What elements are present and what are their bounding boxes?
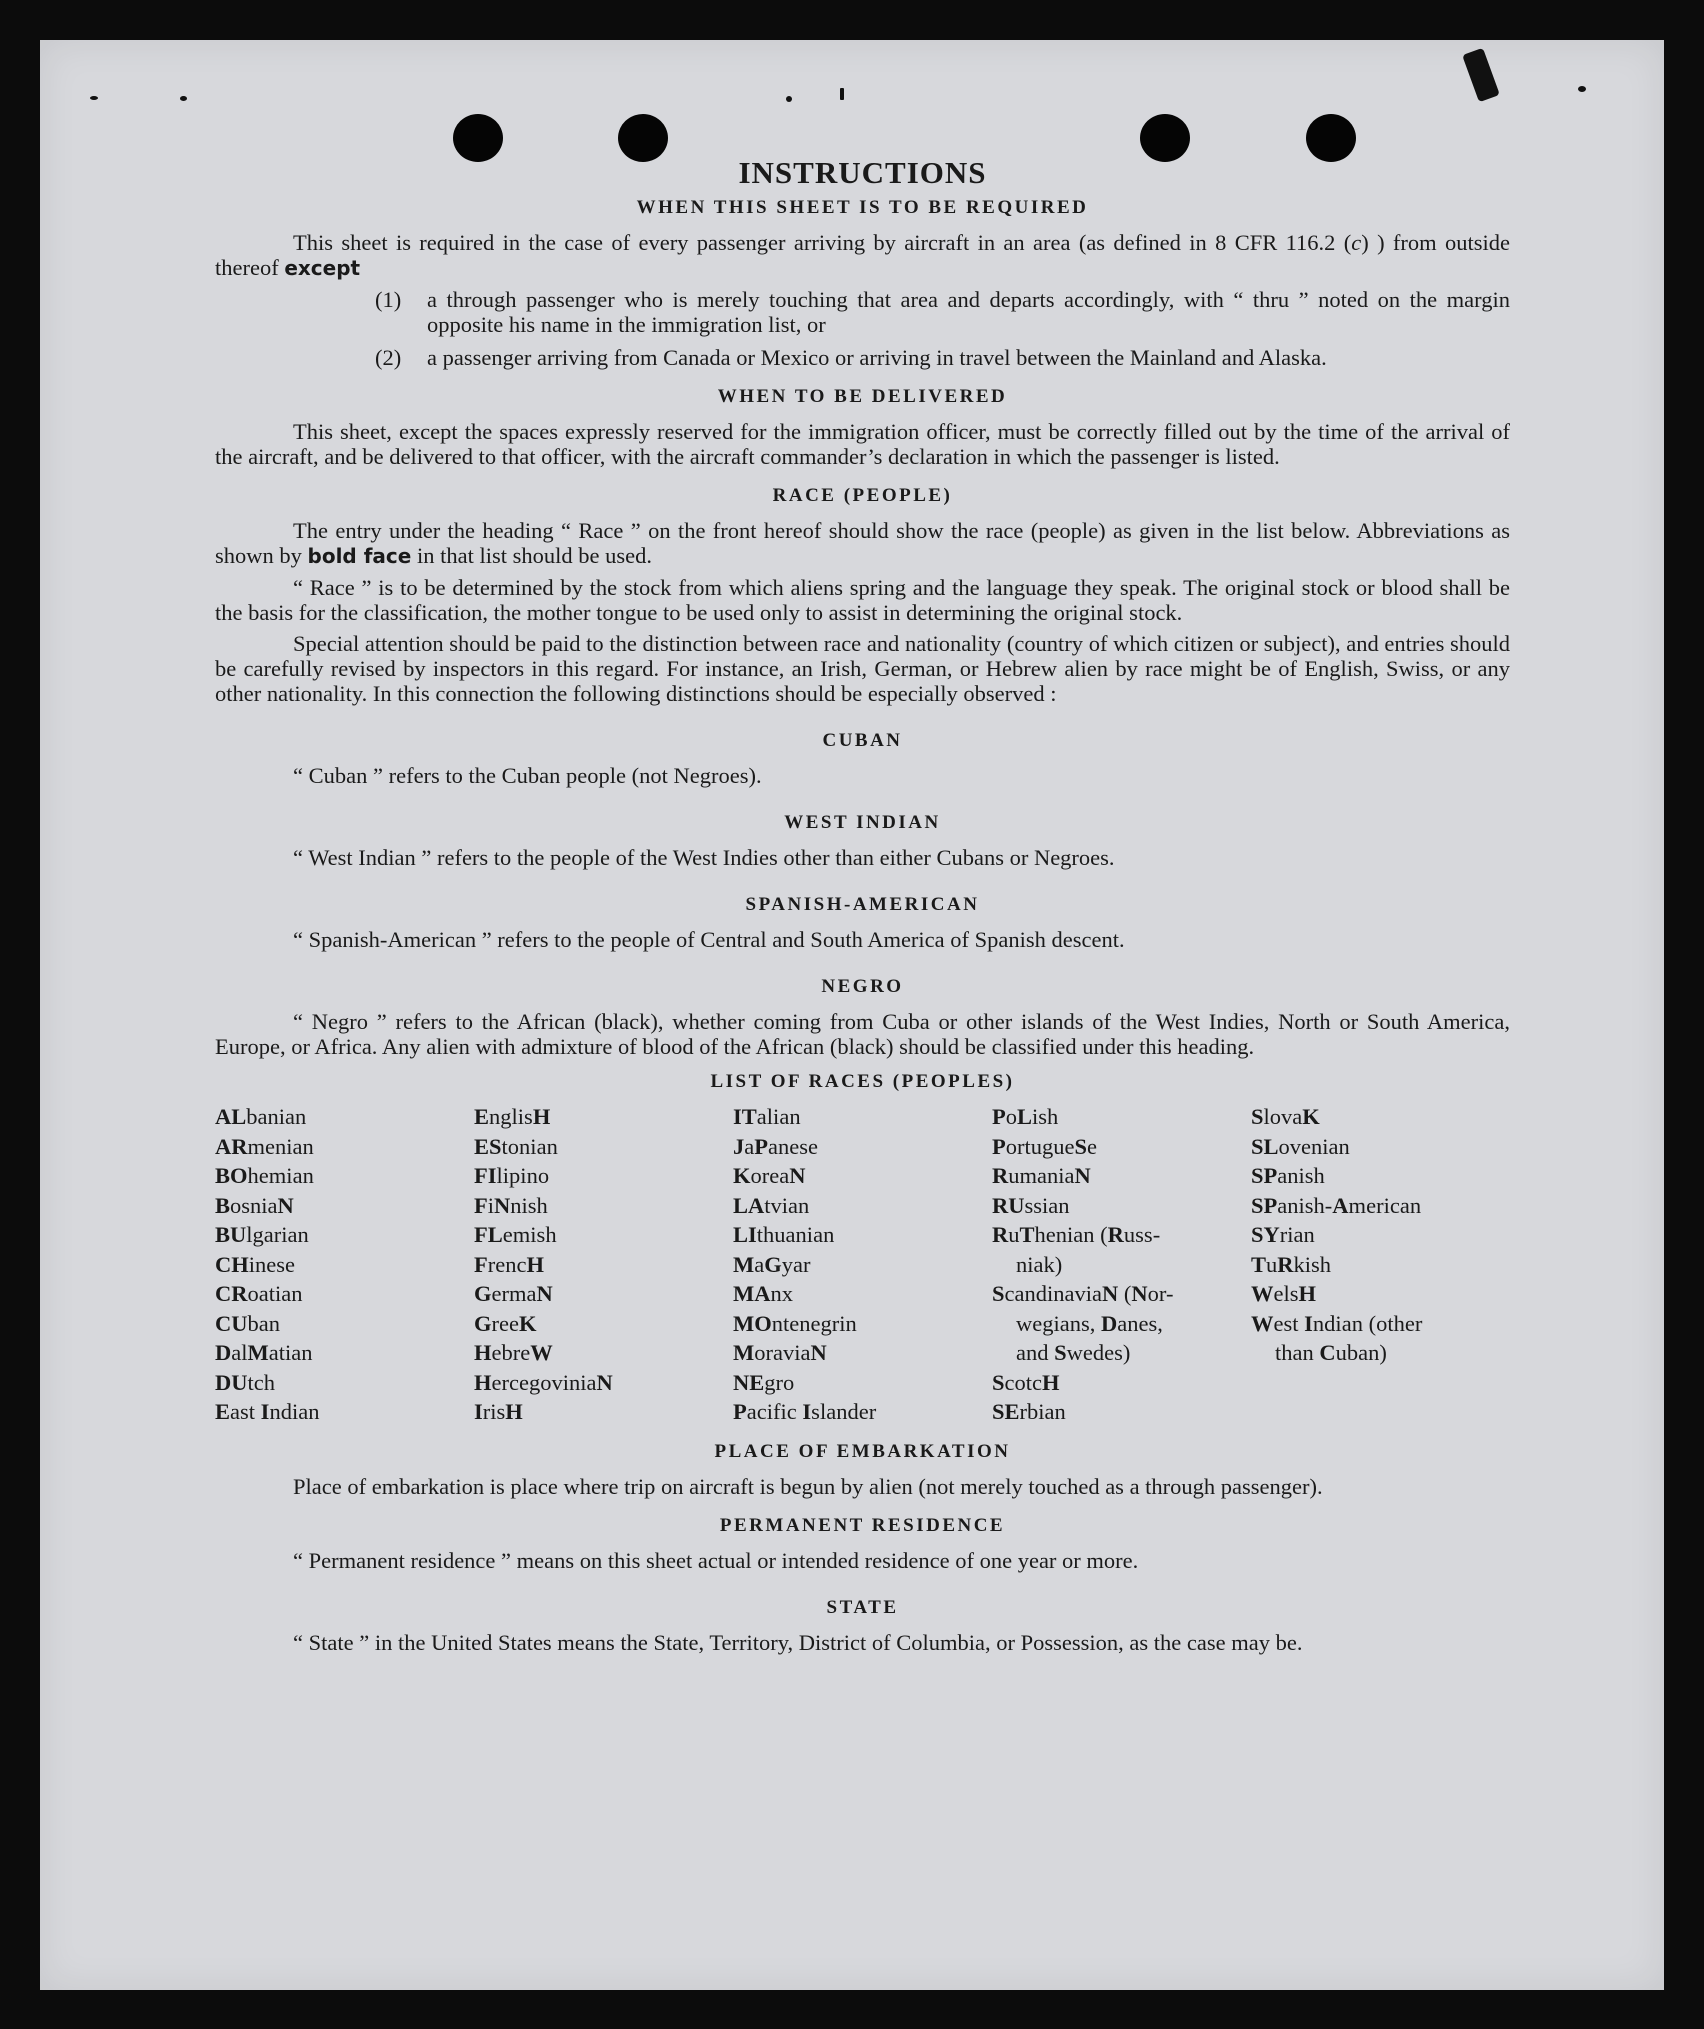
race-entry: EStonian [474, 1133, 558, 1159]
speck [180, 96, 187, 101]
races-column [215, 1102, 474, 1427]
race-entry: MOntenegrin [733, 1310, 857, 1336]
paragraph: This sheet, except the spaces expressly reserved for the immigration officer, must be correctly filled out by the time of the arrival of the aircraft, and be delivered to that officer, with the aircraft commander’s declaration in which the passenger is listed. [215, 419, 1510, 469]
race-entry: SYrian [1251, 1222, 1315, 1247]
instructions-content [215, 155, 1510, 1661]
race-entry: RUssian [992, 1192, 1070, 1218]
bold-text: bold face [307, 544, 412, 568]
race-entry: ScandinaviaN (Nor- [992, 1281, 1174, 1306]
text: This sheet is required in the case of every passenger arriving by aircraft in an area (as defined in 8 CFR 116.2 ( [293, 230, 1352, 255]
races-column [733, 1102, 992, 1427]
text: in that list should be used. [411, 543, 652, 568]
race-entry: GermaN [474, 1281, 553, 1306]
race-entry: SlovaK [1251, 1104, 1320, 1129]
race-entry: RumaniaN [992, 1163, 1091, 1188]
race-entry: MAnx [733, 1281, 793, 1306]
paragraph [215, 230, 1510, 281]
paragraph: Special attention should be paid to the distinction between race and nationality (country of which citizen or subject), and entries should be carefully revised by inspectors in this regard. For instance, an Irish, German, or Hebrew alien by race might be of English, Swiss, or any other nationality. In this connection the following distinctions should be especially observed : [215, 631, 1510, 706]
paragraph [215, 518, 1510, 569]
race-entry: LIthuanian [733, 1222, 835, 1247]
race-entry: MoraviaN [733, 1340, 827, 1365]
race-entry: GreeK [474, 1310, 537, 1336]
race-entry: CRoatian [215, 1281, 303, 1306]
race-entry: TuRkish [1251, 1251, 1332, 1277]
race-entry: wegians, Danes, [1016, 1310, 1163, 1336]
race-entry: SErbian [992, 1399, 1066, 1424]
race-entry: FLemish [474, 1222, 557, 1247]
paragraph: “ Spanish-American ” refers to the people of Central and South America of Spanish descent. [293, 927, 1125, 952]
section-heading: NEGRO [821, 976, 904, 997]
race-entry: KoreaN [733, 1163, 806, 1188]
race-entry: East Indian [215, 1399, 320, 1424]
paragraph: Place of embarkation is place where trip on aircraft is begun by alien (not merely touched as a through passenger). [293, 1473, 1323, 1499]
bold-text: except [284, 256, 361, 280]
race-entry: HercegoviniaN [474, 1369, 613, 1395]
race-entry: SPanish [1251, 1163, 1325, 1188]
race-entry: ARmenian [215, 1133, 314, 1159]
race-entry: DalMatian [215, 1340, 313, 1365]
paragraph: “ West Indian ” refers to the people of the West Indies other than either Cubans or Negroes. [293, 845, 1115, 870]
race-entry: BOhemian [215, 1163, 314, 1188]
item-text: a passenger arriving from Canada or Mexico or arriving in travel between the Mainland and Alaska. [427, 345, 1327, 370]
races-column [1251, 1102, 1510, 1427]
race-entry: and Swedes) [1016, 1340, 1131, 1365]
race-entry: BUlgarian [215, 1222, 309, 1247]
punch-hole [453, 114, 503, 162]
races-list [215, 1102, 1510, 1427]
race-entry: DUtch [215, 1369, 276, 1395]
races-column [474, 1102, 733, 1427]
section-heading: RACE (PEOPLE) [772, 485, 953, 506]
text: The entry under the heading “ Race ” on the front hereof should show the race (people) as given in the list below. Abbreviations as shown by [215, 518, 1510, 568]
race-entry: West Indian (other [1251, 1310, 1423, 1336]
section-heading: CUBAN [822, 730, 903, 751]
races-column [992, 1102, 1251, 1427]
section-heading: PLACE OF EMBARKATION [714, 1440, 1011, 1462]
race-entry: PoLish [992, 1104, 1059, 1129]
race-entry: HebreW [474, 1340, 553, 1365]
race-entry: JaPanese [733, 1133, 819, 1159]
speck [786, 96, 792, 102]
section-heading: WEST INDIAN [784, 812, 941, 833]
text: ) ) from outside thereof [215, 230, 1510, 280]
list-item [375, 287, 1510, 337]
paragraph: “ Negro ” refers to the African (black), whether coming from Cuba or other islands of the West Indies, North or South America, Europe, or Africa. Any alien with admixture of blood of the African (black) should be classified under this heading. [215, 1009, 1510, 1059]
paragraph: “ Race ” is to be determined by the stock from which aliens spring and the language they speak. The original stock or blood shall be the basis for the classification, the mother tongue to be used only to assist in determining the original stock. [215, 575, 1510, 625]
race-entry: CUban [215, 1310, 280, 1336]
section-heading: LIST OF RACES (PEOPLES) [710, 1071, 1015, 1092]
page-title: INSTRUCTIONS [738, 155, 987, 190]
race-entry: than Cuban) [1275, 1340, 1387, 1365]
speck [840, 88, 844, 100]
race-entry: CHinese [215, 1251, 296, 1277]
section-heading: PERMANENT RESIDENCE [719, 1514, 1006, 1536]
paragraph: “ Permanent residence ” means on this sheet actual or intended residence of one year or more. [293, 1547, 1139, 1573]
race-entry: SLovenian [1251, 1133, 1350, 1159]
race-entry: RuThenian (Russ- [992, 1222, 1161, 1247]
race-entry: ALbanian [215, 1104, 307, 1129]
section-heading: STATE [826, 1596, 899, 1618]
section-heading: WHEN THIS SHEET IS TO BE REQUIRED [636, 197, 1089, 218]
paragraph: “ Cuban ” refers to the Cuban people (not Negroes). [293, 763, 762, 788]
section-heading: WHEN TO BE DELIVERED [717, 386, 1008, 407]
punch-hole [1140, 114, 1190, 162]
text: c [1351, 230, 1362, 255]
race-entry: IrisH [474, 1399, 523, 1424]
item-number: (2) [375, 345, 402, 370]
race-entry: PortugueSe [992, 1133, 1098, 1159]
race-entry: LAtvian [733, 1192, 810, 1218]
race-entry: ITalian [733, 1104, 801, 1129]
race-entry: MaGyar [733, 1251, 811, 1277]
race-entry: EnglisH [474, 1104, 551, 1129]
paper-tear [1462, 48, 1500, 103]
race-entry: BosniaN [215, 1192, 294, 1218]
race-entry: ScotcH [992, 1369, 1060, 1395]
item-number: (1) [375, 287, 402, 312]
race-entry: FiNnish [474, 1192, 548, 1218]
item-text: a through passenger who is merely touching that area and departs accordingly, with “ thru ” noted on the margin opposite his name in the immigration list, or [427, 287, 1510, 337]
paragraph: “ State ” in the United States means the State, Territory, District of Columbia, or Possession, as the case may be. [293, 1629, 1303, 1655]
race-entry: WelsH [1251, 1281, 1317, 1306]
race-entry: NEgro [733, 1369, 795, 1395]
speck [1578, 86, 1586, 92]
race-entry: niak) [1016, 1251, 1063, 1277]
race-entry: Pacific Islander [733, 1399, 877, 1424]
race-entry: FIlipino [474, 1163, 550, 1188]
punch-hole [1306, 114, 1356, 162]
section-heading: SPANISH-AMERICAN [745, 894, 980, 915]
race-entry: SPanish-American [1251, 1192, 1422, 1218]
speck [90, 96, 98, 100]
race-entry: FrencH [474, 1251, 545, 1277]
list-item [375, 345, 1510, 370]
punch-hole [618, 114, 668, 162]
